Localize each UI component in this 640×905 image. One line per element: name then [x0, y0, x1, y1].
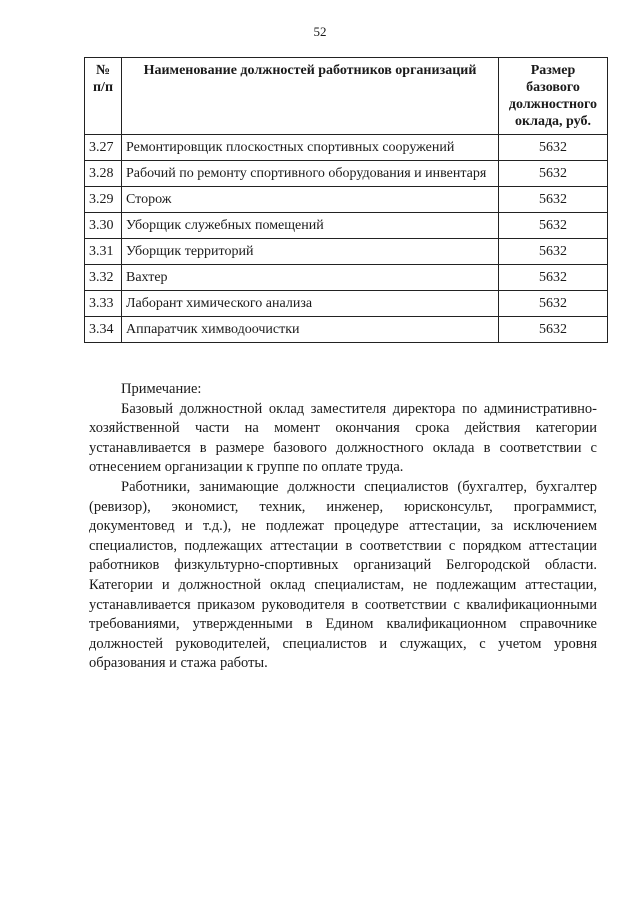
table-row: [85, 291, 608, 317]
header-number: № п/п: [85, 58, 122, 135]
table-row: [85, 213, 608, 239]
note-paragraph: Работники, занимающие должности специалистов (бухгалтер, бухгалтер (ревизор), экономист, техник, инженер, юрисконсульт, программист, документовед и т.д.), не подлежат процедуре аттестации, за исключением специалистов, подлежащих аттестации в соответствии с порядком аттестации работников физкультурно-спортивных организаций Белгородской области. Категории и должностной оклад специалистам, не подлежащим аттестации, устанавливается приказом руководителя в соответствии с квалификационными требованиями, утвержденными в Едином квалификационном справочнике должностей руководителей, специалистов и служащих, с учетом уровня образования и стажа работы.: [89, 478, 597, 672]
note-section: [89, 380, 597, 674]
salary-table: [84, 57, 608, 343]
table-row: [85, 187, 608, 213]
row-position-name: Уборщик служебных помещений: [122, 213, 499, 239]
table-header-row: [85, 58, 608, 135]
row-salary: 5632: [499, 135, 608, 161]
note-paragraph: Базовый должностной оклад заместителя директора по административно-хозяйственной части на момент окончания срока действия категории устанавливается в размере базового должностного оклада в соответствии с отнесением организации к группе по оплате труда.: [89, 400, 597, 476]
header-position-name: Наименование должностей работников организаций: [122, 58, 499, 135]
row-salary: 5632: [499, 161, 608, 187]
row-number: 3.32: [85, 265, 122, 291]
row-position-name: Лаборант химического анализа: [122, 291, 499, 317]
row-number: 3.29: [85, 187, 122, 213]
page-number: 52: [313, 24, 327, 39]
note-title: Примечание:: [121, 381, 202, 397]
row-salary: 5632: [499, 239, 608, 265]
table-row: [85, 239, 608, 265]
row-number: 3.30: [85, 213, 122, 239]
table-row: [85, 317, 608, 343]
row-position-name: Вахтер: [122, 265, 499, 291]
row-number: 3.31: [85, 239, 122, 265]
row-number: 3.33: [85, 291, 122, 317]
row-number: 3.27: [85, 135, 122, 161]
row-salary: 5632: [499, 213, 608, 239]
row-number: 3.34: [85, 317, 122, 343]
row-position-name: Сторож: [122, 187, 499, 213]
table-row: [85, 161, 608, 187]
row-number: 3.28: [85, 161, 122, 187]
row-position-name: Рабочий по ремонту спортивного оборудования и инвентаря: [122, 161, 499, 187]
table-row: [85, 135, 608, 161]
row-salary: 5632: [499, 187, 608, 213]
row-position-name: Ремонтировщик плоскостных спортивных сооружений: [122, 135, 499, 161]
row-position-name: Уборщик территорий: [122, 239, 499, 265]
row-salary: 5632: [499, 265, 608, 291]
row-salary: 5632: [499, 317, 608, 343]
table-row: [85, 265, 608, 291]
row-salary: 5632: [499, 291, 608, 317]
row-position-name: Аппаратчик химводоочистки: [122, 317, 499, 343]
header-salary: Размер базового должностного оклада, руб.: [499, 58, 608, 135]
